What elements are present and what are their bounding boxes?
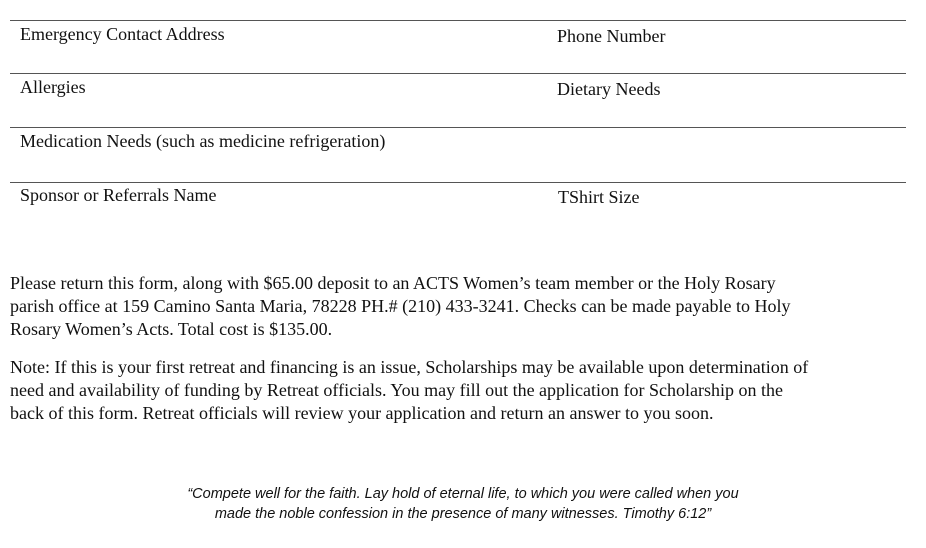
return-instructions-line: parish office at 159 Camino Santa Maria, 78228 PH.# (210) 433-3241. Checks can be made payable to Holy bbox=[10, 296, 791, 316]
field-line-3 bbox=[10, 127, 906, 128]
scholarship-note-line: need and availability of funding by Retreat officials. You may fill out the application for Scholarship on the bbox=[10, 380, 783, 400]
medication-needs-label: Medication Needs (such as medicine refrigeration) bbox=[20, 131, 386, 151]
scripture-quote-line: “Compete well for the faith. Lay hold of eternal life, to which you were called when you bbox=[187, 486, 739, 502]
scripture-quote-line: made the noble confession in the presence of many witnesses. Timothy 6:12” bbox=[214, 506, 712, 522]
scripture-quote bbox=[0, 484, 926, 524]
field-line-4 bbox=[10, 182, 906, 183]
sponsor-referrals-name-label: Sponsor or Referrals Name bbox=[20, 185, 217, 205]
return-instructions-paragraph bbox=[10, 272, 910, 341]
return-instructions-line: Please return this form, along with $65.00 deposit to an ACTS Women’s team member or the Holy Rosary bbox=[10, 273, 776, 293]
emergency-contact-address-label: Emergency Contact Address bbox=[20, 24, 225, 44]
tshirt-size-label: TShirt Size bbox=[558, 187, 640, 207]
phone-number-label: Phone Number bbox=[557, 26, 666, 46]
return-instructions-line: Rosary Women’s Acts. Total cost is $135.00. bbox=[10, 319, 333, 339]
scholarship-note-paragraph bbox=[10, 356, 910, 425]
field-line-1 bbox=[10, 20, 906, 21]
dietary-needs-label: Dietary Needs bbox=[557, 79, 661, 99]
scholarship-note-line: back of this form. Retreat officials will review your application and return an answer to you soon. bbox=[10, 403, 714, 423]
field-line-2 bbox=[10, 73, 906, 74]
scholarship-note-line: Note: If this is your first retreat and financing is an issue, Scholarships may be available upon determination of bbox=[10, 357, 809, 377]
allergies-label: Allergies bbox=[20, 77, 86, 97]
